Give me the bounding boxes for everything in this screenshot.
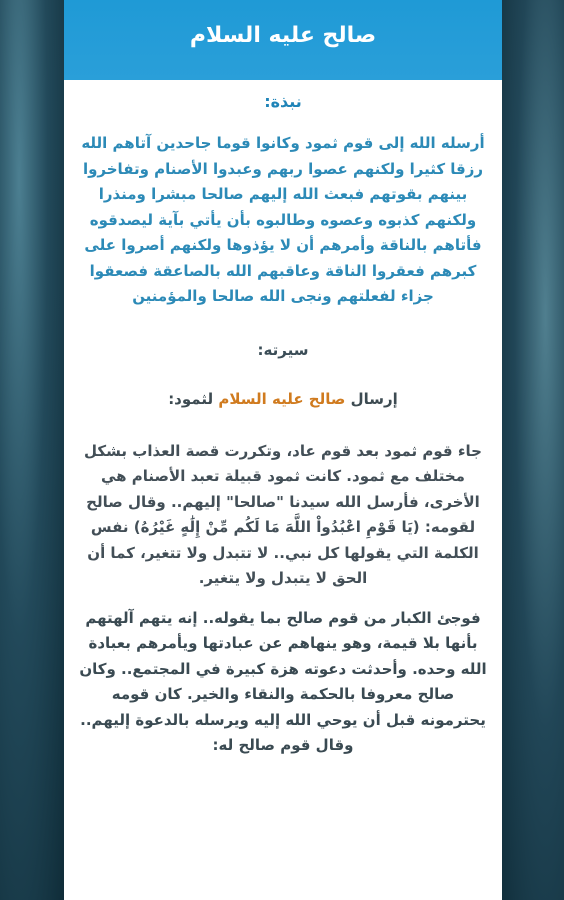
summary-paragraph: أرسله الله إلى قوم ثمود وكانوا قوما جاحدين آتاهم الله رزقا كثيرا ولكنهم عصوا ربهم وعبدوا الأصنام وتفاخروا بينهم بقوتهم فبعث الله إليهم صالحا مبشرا ومنذرا ولكنهم كذبوه وعصوه وطالبوه بأن يأتي بآية ليصدقوه فأتاهم بالناقة وأمرهم أن لا يؤذوها ولكنهم أصروا على كبرهم فعقروا الناقة وعاقبهم الله بالصاعقة فصعقوا جزاء لفعلتهم ونجى الله صالحا والمؤمنين xyxy=(81,134,485,306)
biography-title: سيرته: xyxy=(257,340,309,359)
top-bar xyxy=(64,0,502,80)
prophet-name: صالح عليه السلام xyxy=(218,390,346,409)
story-paragraph-1: جاء قوم ثمود بعد قوم عاد، وتكررت قصة العذاب بشكل مختلف مع ثمود. كانت ثمود قبيلة تعبد الأصنام هي الأخرى، فأرسل الله سيدنا "صالحا" إليهم.. وقال صالح لقومه: (يَا قَوْمِ اعْبُدُواْ اللَّهَ مَا لَكُم مِّنْ إِلَٰهٍ غَيْرُهُ) نفس الكلمة التي يقولها كل نبي.. لا تتبدل ولا تتغير، كما أن الحق لا يتبدل ولا يتغير. xyxy=(84,441,482,588)
story-paragraph-2: فوجئ الكبار من قوم صالح بما يقوله.. إنه يتهم آلهتهم بأنها بلا قيمة، وهو ينهاهم عن عبادتها ويأمرهم بعبادة الله وحده. وأحدثت دعوته هزة كبيرة في المجتمع.. وكان صالح معروفا بالحكمة والنقاء والخير. كان قومه يحترمونه قبل أن يوحي الله إليه ويرسله بالدعوة إليهم.. وقال قوم صالح له: xyxy=(79,608,487,755)
mission-heading-prefix: إرسال xyxy=(350,390,398,409)
page-title: صالح عليه السلام xyxy=(189,22,377,48)
mission-heading xyxy=(78,387,488,413)
background-right xyxy=(502,0,564,900)
mission-heading-suffix: لثمود: xyxy=(168,390,214,409)
article-content[interactable] xyxy=(64,80,502,759)
app-screen xyxy=(64,0,502,900)
background-left xyxy=(0,0,64,900)
section-title: نبذة: xyxy=(264,92,302,111)
